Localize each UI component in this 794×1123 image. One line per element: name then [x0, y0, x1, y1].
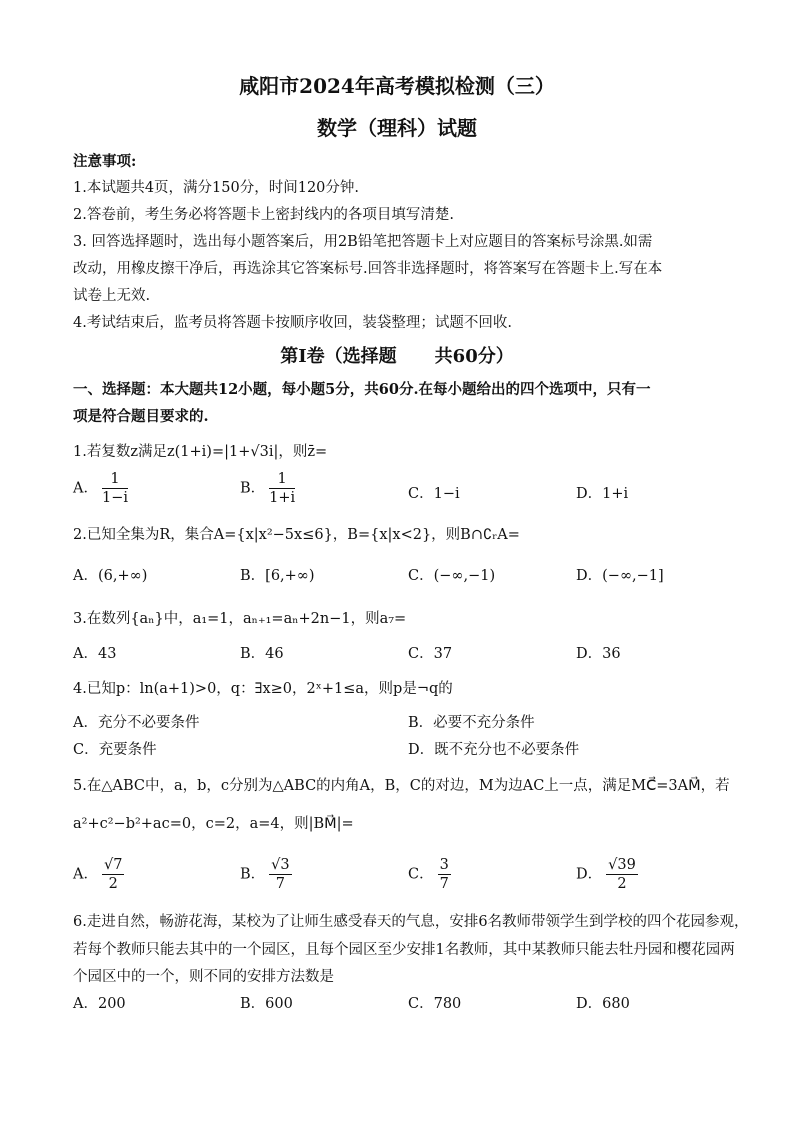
fraction: [269, 856, 291, 893]
option-text: 37: [433, 646, 453, 662]
question-stem-6: 6.走进自然，畅游花海，某校为了让师生感受春天的气息，安排6名教师带领学生到学校的四个花园参观，: [73, 914, 749, 930]
part-instructions: 项是符合题目要求的.: [73, 408, 209, 425]
option-text: 36: [602, 646, 621, 662]
option-label: D．: [576, 568, 603, 584]
option-label: C．: [408, 486, 434, 502]
question-stem-2: 2.已知全集为R，集合A={x|x²−5x≤6}，B={x|x<2}，则B∩∁ᵣA=: [73, 527, 520, 543]
option-text: 1−i: [433, 486, 460, 502]
notice-line: 2.答卷前，考生务必将答题卡上密封线内的各项目填写清楚.: [73, 207, 454, 223]
option-label: D．: [576, 866, 603, 883]
option-text: 780: [433, 996, 462, 1012]
option-b: [240, 470, 295, 507]
option-label: A．: [73, 715, 98, 731]
fraction-numerator: √3: [271, 857, 290, 873]
fraction-numerator: 3: [439, 857, 449, 873]
fraction-denominator: 7: [275, 876, 285, 892]
option-c: [408, 992, 461, 1013]
question-stem-1: 1.若复数z满足z(1+i)=|1+√3i|，则z̄=: [73, 444, 328, 460]
option-label: B．: [240, 996, 266, 1012]
fraction: [269, 470, 295, 507]
option-b: [240, 992, 293, 1013]
notice-line: 改动，用橡皮擦干净后，再选涂其它答案标号.回答非选择题时，将答案写在答题卡上.写在本: [73, 261, 663, 277]
option-a: [73, 711, 199, 732]
fraction-denominator: 1+i: [269, 490, 296, 506]
option-d: [576, 482, 628, 503]
option-text: [6,+∞): [265, 568, 315, 584]
fraction-denominator: 7: [439, 876, 449, 892]
option-label: C．: [408, 646, 434, 662]
section-heading-right: 共60分）: [434, 346, 514, 367]
option-label: B．: [408, 715, 434, 731]
option-label: B．: [240, 480, 266, 497]
option-text: 充要条件: [98, 742, 157, 758]
fraction: [438, 856, 451, 893]
option-c: [408, 642, 452, 663]
notice-line: 3. 回答选择题时，选出每小题答案后，用2B铅笔把答题卡上对应题目的答案标号涂黑.如需: [73, 234, 653, 250]
option-c: [73, 738, 157, 759]
option-b: [240, 564, 315, 585]
fraction-numerator: √39: [608, 857, 636, 873]
fraction-denominator: 2: [108, 876, 118, 892]
fraction-denominator: 2: [617, 876, 627, 892]
section-heading-left: 第Ⅰ卷（选择题: [280, 346, 397, 367]
option-label: D．: [408, 742, 435, 758]
fraction: [606, 856, 638, 893]
option-label: A．: [73, 568, 98, 584]
option-a: [73, 470, 128, 507]
exam-title: 咸阳市2024年高考模拟检测（三）: [239, 74, 555, 98]
option-label: B．: [240, 866, 266, 883]
option-c: [408, 856, 451, 893]
option-text: 46: [265, 646, 284, 662]
option-text: 200: [97, 996, 126, 1012]
notice-line: 4.考试结束后，监考员将答题卡按顺序收回，装袋整理；试题不回收.: [73, 315, 512, 331]
option-label: B．: [240, 646, 266, 662]
option-text: 充分不必要条件: [97, 715, 200, 731]
option-text: 既不充分也不必要条件: [434, 742, 580, 758]
option-text: 600: [265, 996, 293, 1012]
option-label: C．: [408, 866, 434, 883]
exam-subtitle: 数学（理科）试题: [317, 116, 477, 140]
option-label: D．: [576, 996, 603, 1012]
question-stem-5: 5.在△ABC中，a，b，c分别为△ABC的内角A，B，C的对边，M为边AC上一点，满足MC⃗=3AM⃗，若: [73, 778, 730, 794]
option-label: A．: [73, 480, 98, 497]
option-label: A．: [73, 646, 98, 662]
fraction-numerator: 1: [102, 470, 128, 489]
option-a: [73, 992, 126, 1013]
part-instructions: 一、选择题：本大题共12小题，每小题5分，共60分.在每小题给出的四个选项中，只有一: [73, 381, 651, 398]
question-stem-4: 4.已知p：ln(a+1)>0，q：∃x≥0，2ˣ+1≤a，则p是¬q的: [73, 681, 453, 697]
fraction: [102, 856, 124, 893]
option-label: A．: [73, 996, 98, 1012]
option-label: C．: [408, 996, 434, 1012]
fraction: [102, 470, 128, 507]
option-d: [576, 856, 638, 893]
option-text: 680: [602, 996, 630, 1012]
option-a: [73, 564, 147, 585]
notice-heading: 注意事项:: [73, 153, 137, 170]
option-text: 43: [97, 646, 117, 662]
option-c: [408, 482, 460, 503]
option-label: D．: [576, 486, 603, 502]
notice-line: 1.本试题共4页，满分150分，时间120分钟.: [73, 180, 360, 196]
option-d: [576, 642, 621, 663]
option-label: C．: [408, 568, 434, 584]
option-d: [576, 992, 630, 1013]
question-stem-3: 3.在数列{aₙ}中，a₁=1，aₙ₊₁=aₙ+2n−1，则a₇=: [73, 611, 407, 627]
option-text: (−∞,−1): [433, 568, 496, 584]
option-c: [408, 564, 495, 585]
question-stem-6-cont: 若每个教师只能去其中的一个园区，且每个园区至少安排1名教师，其中某教师只能去牡丹园和樱花园两: [73, 942, 735, 958]
section-heading: [0, 342, 794, 368]
fraction-denominator: 1−i: [101, 490, 128, 506]
notice-line: 试卷上无效.: [73, 288, 151, 304]
option-b: [240, 642, 284, 663]
option-text: 必要不充分条件: [433, 715, 535, 731]
option-d: [408, 738, 579, 759]
fraction-numerator: √7: [103, 857, 123, 873]
fraction-numerator: 1: [269, 470, 295, 489]
question-stem-6-cont: 个园区中的一个，则不同的安排方法数是: [73, 969, 334, 985]
option-b: [408, 711, 535, 732]
option-label: B．: [240, 568, 266, 584]
option-label: A．: [73, 866, 98, 883]
question-stem-5-cont: a²+c²−b²+ac=0，c=2，a=4，则|BM⃗|=: [73, 816, 354, 832]
option-text: 1+i: [602, 486, 629, 502]
option-label: C．: [73, 742, 99, 758]
option-a: [73, 642, 116, 663]
option-d: [576, 564, 664, 585]
option-label: D．: [576, 646, 603, 662]
option-text: (−∞,−1]: [602, 568, 664, 584]
option-text: (6,+∞): [97, 568, 148, 584]
option-b: [240, 856, 292, 893]
option-a: [73, 856, 124, 893]
